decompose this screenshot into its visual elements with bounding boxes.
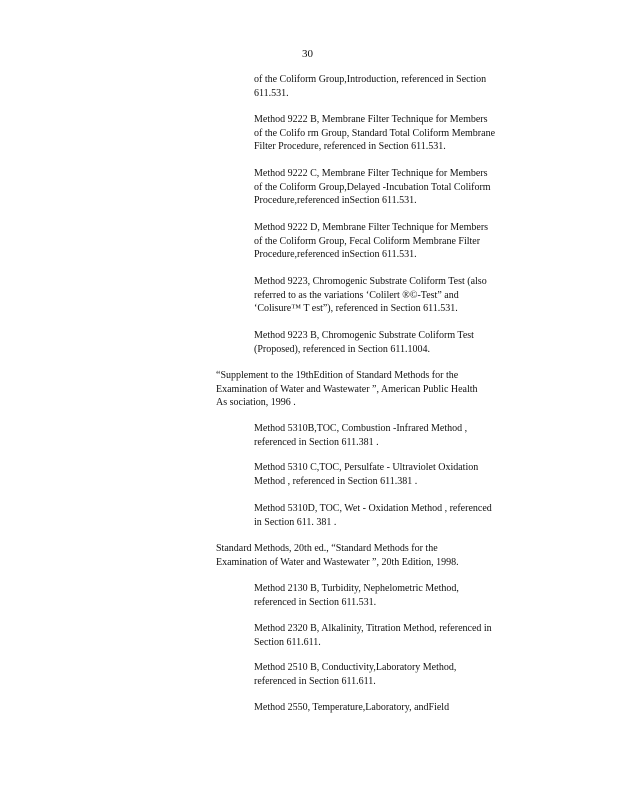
text-line: Method 9222 B, Membrane Filter Technique for Members [254, 114, 488, 125]
paragraph [254, 701, 449, 715]
paragraph [254, 422, 467, 449]
text-line: Method , referenced in Section 611.381 . [254, 475, 418, 487]
paragraph [254, 167, 491, 208]
text-line: Method 5310B,TOC, Combustion -Infrared Method , [254, 423, 468, 434]
text-line: Filter Procedure, referenced in Section 611.531. [254, 141, 446, 153]
text-line: Examination of Water and Wastewater ”, American Public Health [216, 383, 478, 395]
paragraph [254, 461, 478, 488]
text-line: of the Colifo rm Group, Standard Total Coliform Membrane [254, 127, 496, 139]
paragraph [254, 661, 456, 688]
text-line: Method 2550, Temperature,Laboratory, andField [254, 702, 450, 713]
text-line: Method 2510 B, Conductivity,Laboratory Method, [254, 662, 457, 673]
text-line: ‘Colisure™ T est”), referenced in Section 611.531. [254, 303, 458, 315]
text-line: Method 9223, Chromogenic Substrate Coliform Test (also [254, 276, 487, 287]
text-line: Method 2320 B, Alkalinity, Titration Method, referenced in [254, 623, 492, 634]
text-line: “Supplement to the 19thEdition of Standard Methods for the [216, 370, 459, 381]
text-line: Section 611.611. [254, 636, 321, 648]
text-line: of the Coliform Group,Introduction, referenced in Section [254, 74, 487, 85]
text-line: Examination of Water and Wastewater ”, 20th Edition, 1998. [216, 556, 459, 568]
page-number: 30 [302, 48, 313, 60]
reference-entry [216, 542, 459, 569]
text-line: of the Coliform Group,Delayed -Incubation Total Coliform [254, 181, 491, 193]
text-line: Procedure,referenced inSection 611.531. [254, 249, 417, 261]
paragraph [254, 502, 492, 529]
paragraph [254, 221, 488, 262]
text-line: Method 2130 B, Turbidity, Nephelometric Method, [254, 583, 459, 594]
text-line: (Proposed), referenced in Section 611.1004. [254, 343, 430, 355]
text-line: 611.531. [254, 87, 289, 99]
text-line: Procedure,referenced inSection 611.531. [254, 195, 417, 207]
text-line: referenced in Section 611.531. [254, 596, 377, 608]
text-line: Standard Methods, 20th ed., “Standard Methods for the [216, 543, 438, 554]
text-line: of the Coliform Group, Fecal Coliform Membrane Filter [254, 235, 481, 247]
text-line: Method 5310D, TOC, Wet - Oxidation Method , referenced [254, 503, 492, 514]
text-line: Method 9223 B, Chromogenic Substrate Coliform Test [254, 330, 474, 341]
text-line: Method 9222 D, Membrane Filter Technique for Members [254, 222, 489, 233]
paragraph [254, 622, 492, 649]
text-line: in Section 611. 381 . [254, 516, 337, 528]
text-line: referred to as the variations ‘Colilert ®©-Test” and [254, 289, 459, 301]
text-line: As sociation, 1996 . [216, 397, 296, 409]
text-line: Method 9222 C, Membrane Filter Technique for Members [254, 168, 488, 179]
paragraph [254, 113, 495, 154]
paragraph [254, 275, 487, 316]
reference-entry [216, 369, 478, 410]
paragraph [254, 582, 459, 609]
text-line: Method 5310 C,TOC, Persulfate - Ultraviolet Oxidation [254, 462, 479, 473]
text-line: referenced in Section 611.381 . [254, 436, 379, 448]
paragraph [254, 329, 474, 356]
text-line: referenced in Section 611.611. [254, 675, 376, 687]
paragraph [254, 73, 486, 100]
